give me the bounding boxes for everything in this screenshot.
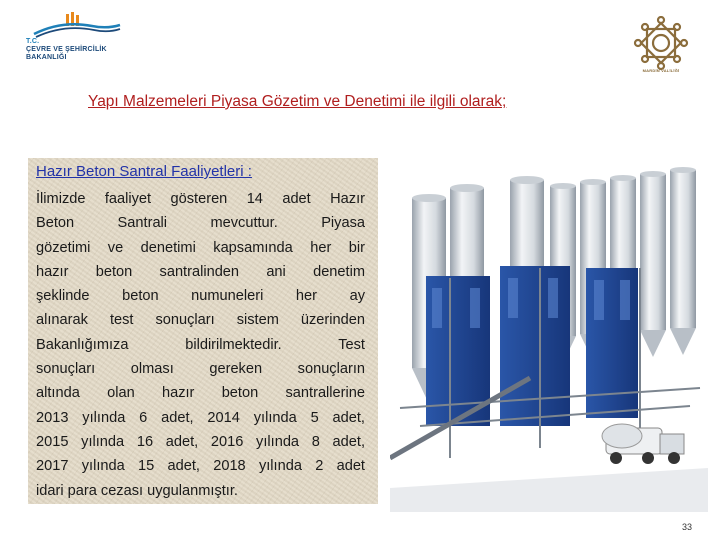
governor-caption: MARDİN VALİLİĞİ <box>642 68 680 73</box>
body-line: hazır beton santralinden ani denetim <box>36 263 365 280</box>
body-line: idari para cezası uygulanmıştır. <box>36 482 238 499</box>
ministry-emblem-icon <box>32 12 122 38</box>
body-line: alınarak test sonuçları sistem üzerinden <box>36 312 365 329</box>
body-line: 2017 yılında 15 adet, 2018 yılında 2 adet <box>36 458 365 475</box>
body-line: 2013 yılında 6 adet, 2014 yılında 5 adet, <box>36 409 365 426</box>
concrete-plant-photo <box>390 158 708 512</box>
ministry-logo <box>22 12 132 68</box>
body-line: sonuçları olması gereken sonuçların <box>36 361 365 378</box>
page-number: 33 <box>682 522 693 532</box>
panel-title: Hazır Beton Santral Faaliyetleri : <box>36 163 252 180</box>
ministry-line-2: ÇEVRE VE ŞEHİRCİLİK <box>26 46 107 53</box>
body-line: altında olan hazır beton santrallerine <box>36 385 365 402</box>
ministry-line-3: BAKANLIĞI <box>26 54 67 61</box>
text-panel <box>28 158 378 504</box>
body-line: şeklinde beton numuneleri her ay <box>36 288 365 305</box>
panel-body <box>36 187 365 503</box>
slide-heading: Yapı Malzemeleri Piyasa Gözetim ve Denetimi ile ilgili olarak; <box>88 93 507 110</box>
body-line: gözetimi ve denetimi kapsamında her bir <box>36 239 365 256</box>
body-line: Beton Santrali mevcuttur. Piyasa <box>36 215 365 232</box>
ministry-line-1: T.C. <box>26 38 40 45</box>
body-line: 2015 yılında 16 adet, 2016 yılında 8 adet, <box>36 433 365 450</box>
body-line: Bakanlığımıza bildirilmektedir. Test <box>36 336 365 353</box>
body-line: İlimizde faaliyet gösteren 14 adet Hazır <box>36 191 365 207</box>
